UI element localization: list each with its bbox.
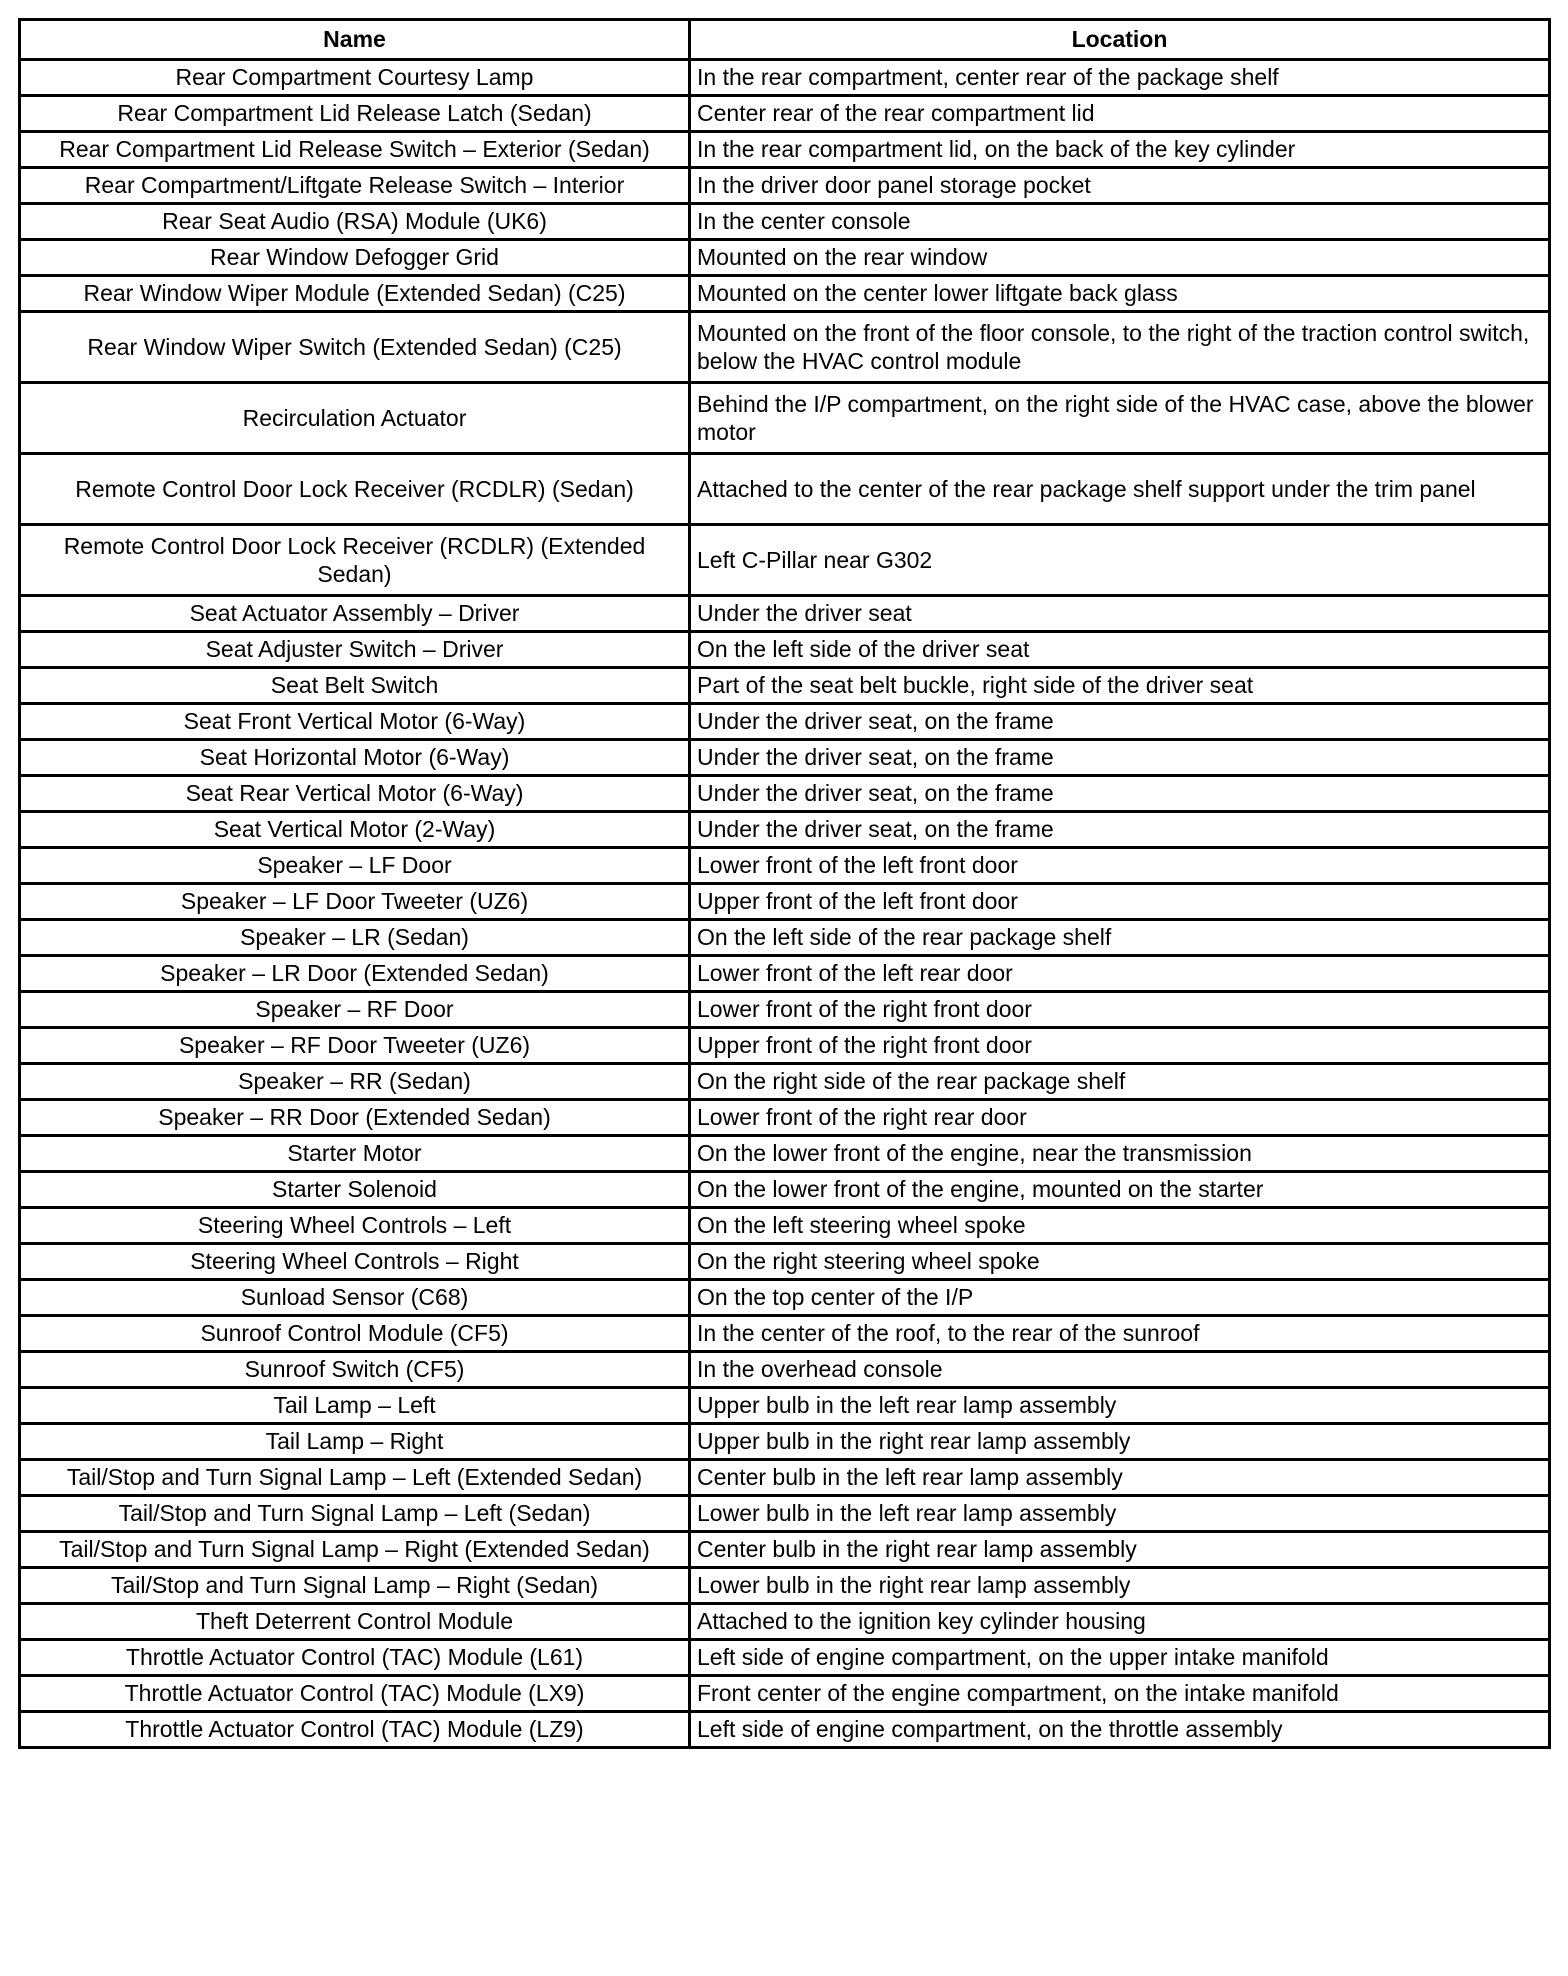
table-row — [20, 668, 1550, 704]
table-row — [20, 454, 1550, 525]
component-location-cell: Under the driver seat, on the frame — [690, 740, 1550, 776]
component-name-cell: Rear Compartment/Liftgate Release Switch – Interior — [20, 168, 690, 204]
component-name-cell: Rear Seat Audio (RSA) Module (UK6) — [20, 204, 690, 240]
component-location-cell: Mounted on the front of the floor console, to the right of the traction control switch, below the HVAC control module — [690, 312, 1550, 383]
component-name-cell: Starter Solenoid — [20, 1172, 690, 1208]
component-location-cell: Behind the I/P compartment, on the right side of the HVAC case, above the blower motor — [690, 383, 1550, 454]
component-name-cell: Rear Compartment Courtesy Lamp — [20, 60, 690, 96]
table-row — [20, 1532, 1550, 1568]
table-row — [20, 848, 1550, 884]
component-name-cell: Rear Window Wiper Module (Extended Sedan) (C25) — [20, 276, 690, 312]
table-row — [20, 1388, 1550, 1424]
table-row — [20, 596, 1550, 632]
table-row — [20, 525, 1550, 596]
component-location-cell: Lower front of the right front door — [690, 992, 1550, 1028]
table-row — [20, 96, 1550, 132]
component-name-cell: Steering Wheel Controls – Left — [20, 1208, 690, 1244]
table-row — [20, 884, 1550, 920]
component-location-cell: Lower bulb in the right rear lamp assembly — [690, 1568, 1550, 1604]
table-row — [20, 1280, 1550, 1316]
component-name-cell: Seat Adjuster Switch – Driver — [20, 632, 690, 668]
component-name-cell: Remote Control Door Lock Receiver (RCDLR) (Extended Sedan) — [20, 525, 690, 596]
component-location-cell: On the lower front of the engine, near the transmission — [690, 1136, 1550, 1172]
component-name-cell: Speaker – LF Door — [20, 848, 690, 884]
table-row — [20, 312, 1550, 383]
component-name-cell: Speaker – LR Door (Extended Sedan) — [20, 956, 690, 992]
component-name-cell: Tail/Stop and Turn Signal Lamp – Left (Sedan) — [20, 1496, 690, 1532]
component-name-cell: Rear Compartment Lid Release Switch – Exterior (Sedan) — [20, 132, 690, 168]
table-row — [20, 1640, 1550, 1676]
component-name-cell: Steering Wheel Controls – Right — [20, 1244, 690, 1280]
component-location-cell: Left side of engine compartment, on the upper intake manifold — [690, 1640, 1550, 1676]
component-location-cell: On the left side of the rear package shelf — [690, 920, 1550, 956]
table-row — [20, 168, 1550, 204]
table-row — [20, 704, 1550, 740]
table-row — [20, 920, 1550, 956]
component-location-cell: In the overhead console — [690, 1352, 1550, 1388]
component-name-cell: Tail/Stop and Turn Signal Lamp – Right (Extended Sedan) — [20, 1532, 690, 1568]
table-row — [20, 776, 1550, 812]
component-location-cell: Center bulb in the right rear lamp assembly — [690, 1532, 1550, 1568]
table-row — [20, 1316, 1550, 1352]
component-location-cell: Under the driver seat, on the frame — [690, 776, 1550, 812]
component-name-cell: Speaker – RR (Sedan) — [20, 1064, 690, 1100]
component-name-cell: Sunroof Switch (CF5) — [20, 1352, 690, 1388]
component-name-cell: Speaker – RR Door (Extended Sedan) — [20, 1100, 690, 1136]
component-name-cell: Speaker – RF Door Tweeter (UZ6) — [20, 1028, 690, 1064]
table-row — [20, 1244, 1550, 1280]
component-location-cell: Under the driver seat — [690, 596, 1550, 632]
table-row — [20, 60, 1550, 96]
table-row — [20, 1424, 1550, 1460]
component-location-table — [18, 18, 1551, 1749]
component-location-cell: In the driver door panel storage pocket — [690, 168, 1550, 204]
component-location-cell: Upper front of the right front door — [690, 1028, 1550, 1064]
table-row — [20, 1172, 1550, 1208]
table-row — [20, 1496, 1550, 1532]
component-location-cell: On the right side of the rear package shelf — [690, 1064, 1550, 1100]
component-name-cell: Speaker – LF Door Tweeter (UZ6) — [20, 884, 690, 920]
component-name-cell: Rear Compartment Lid Release Latch (Sedan) — [20, 96, 690, 132]
table-row — [20, 1028, 1550, 1064]
table-row — [20, 276, 1550, 312]
component-location-cell: Attached to the ignition key cylinder housing — [690, 1604, 1550, 1640]
component-name-cell: Throttle Actuator Control (TAC) Module (LZ9) — [20, 1712, 690, 1748]
table-row — [20, 632, 1550, 668]
component-name-cell: Speaker – LR (Sedan) — [20, 920, 690, 956]
component-location-cell: Upper bulb in the left rear lamp assembly — [690, 1388, 1550, 1424]
component-name-cell: Seat Horizontal Motor (6-Way) — [20, 740, 690, 776]
component-location-cell: In the center of the roof, to the rear of the sunroof — [690, 1316, 1550, 1352]
component-name-cell: Starter Motor — [20, 1136, 690, 1172]
component-location-cell: Under the driver seat, on the frame — [690, 812, 1550, 848]
name-column-header: Name — [20, 20, 690, 60]
component-location-cell: Upper front of the left front door — [690, 884, 1550, 920]
component-name-cell: Seat Actuator Assembly – Driver — [20, 596, 690, 632]
component-name-cell: Throttle Actuator Control (TAC) Module (LX9) — [20, 1676, 690, 1712]
component-name-cell: Recirculation Actuator — [20, 383, 690, 454]
table-row — [20, 1208, 1550, 1244]
table-row — [20, 383, 1550, 454]
table-row — [20, 1568, 1550, 1604]
location-column-header: Location — [690, 20, 1550, 60]
component-location-cell: In the rear compartment lid, on the back of the key cylinder — [690, 132, 1550, 168]
table-row — [20, 1460, 1550, 1496]
component-location-cell: Upper bulb in the right rear lamp assembly — [690, 1424, 1550, 1460]
table-row — [20, 740, 1550, 776]
component-location-cell: Attached to the center of the rear package shelf support under the trim panel — [690, 454, 1550, 525]
component-name-cell: Seat Rear Vertical Motor (6-Way) — [20, 776, 690, 812]
component-location-cell: Center rear of the rear compartment lid — [690, 96, 1550, 132]
component-name-cell: Seat Front Vertical Motor (6-Way) — [20, 704, 690, 740]
table-row — [20, 1136, 1550, 1172]
table-row — [20, 132, 1550, 168]
component-name-cell: Tail/Stop and Turn Signal Lamp – Right (Sedan) — [20, 1568, 690, 1604]
component-location-cell: Mounted on the rear window — [690, 240, 1550, 276]
component-name-cell: Remote Control Door Lock Receiver (RCDLR) (Sedan) — [20, 454, 690, 525]
component-name-cell: Seat Belt Switch — [20, 668, 690, 704]
component-location-cell: Lower bulb in the left rear lamp assembly — [690, 1496, 1550, 1532]
header-row — [20, 20, 1550, 60]
table-row — [20, 1100, 1550, 1136]
component-name-cell: Rear Window Defogger Grid — [20, 240, 690, 276]
component-location-cell: Mounted on the center lower liftgate back glass — [690, 276, 1550, 312]
component-location-cell: In the rear compartment, center rear of the package shelf — [690, 60, 1550, 96]
table-row — [20, 1352, 1550, 1388]
component-location-cell: In the center console — [690, 204, 1550, 240]
table-row — [20, 1712, 1550, 1748]
component-name-cell: Tail Lamp – Right — [20, 1424, 690, 1460]
table-row — [20, 204, 1550, 240]
table-row — [20, 1064, 1550, 1100]
component-location-cell: Lower front of the left rear door — [690, 956, 1550, 992]
component-location-cell: Left side of engine compartment, on the throttle assembly — [690, 1712, 1550, 1748]
component-location-cell: Lower front of the left front door — [690, 848, 1550, 884]
table-row — [20, 1604, 1550, 1640]
component-name-cell: Sunroof Control Module (CF5) — [20, 1316, 690, 1352]
table-body — [20, 60, 1550, 1748]
component-location-cell: Left C-Pillar near G302 — [690, 525, 1550, 596]
component-name-cell: Tail/Stop and Turn Signal Lamp – Left (Extended Sedan) — [20, 1460, 690, 1496]
component-location-cell: On the right steering wheel spoke — [690, 1244, 1550, 1280]
table-row — [20, 812, 1550, 848]
table-row — [20, 956, 1550, 992]
component-location-cell: On the left side of the driver seat — [690, 632, 1550, 668]
component-location-cell: On the left steering wheel spoke — [690, 1208, 1550, 1244]
component-name-cell: Sunload Sensor (C68) — [20, 1280, 690, 1316]
component-name-cell: Tail Lamp – Left — [20, 1388, 690, 1424]
table-row — [20, 240, 1550, 276]
table-row — [20, 992, 1550, 1028]
component-location-cell: Front center of the engine compartment, on the intake manifold — [690, 1676, 1550, 1712]
component-location-cell: On the lower front of the engine, mounted on the starter — [690, 1172, 1550, 1208]
component-name-cell: Seat Vertical Motor (2-Way) — [20, 812, 690, 848]
component-name-cell: Speaker – RF Door — [20, 992, 690, 1028]
component-location-cell: Under the driver seat, on the frame — [690, 704, 1550, 740]
component-location-cell: Center bulb in the left rear lamp assembly — [690, 1460, 1550, 1496]
component-location-cell: On the top center of the I/P — [690, 1280, 1550, 1316]
component-name-cell: Throttle Actuator Control (TAC) Module (L61) — [20, 1640, 690, 1676]
component-location-cell: Part of the seat belt buckle, right side of the driver seat — [690, 668, 1550, 704]
component-name-cell: Rear Window Wiper Switch (Extended Sedan) (C25) — [20, 312, 690, 383]
component-name-cell: Theft Deterrent Control Module — [20, 1604, 690, 1640]
component-location-cell: Lower front of the right rear door — [690, 1100, 1550, 1136]
table-row — [20, 1676, 1550, 1712]
